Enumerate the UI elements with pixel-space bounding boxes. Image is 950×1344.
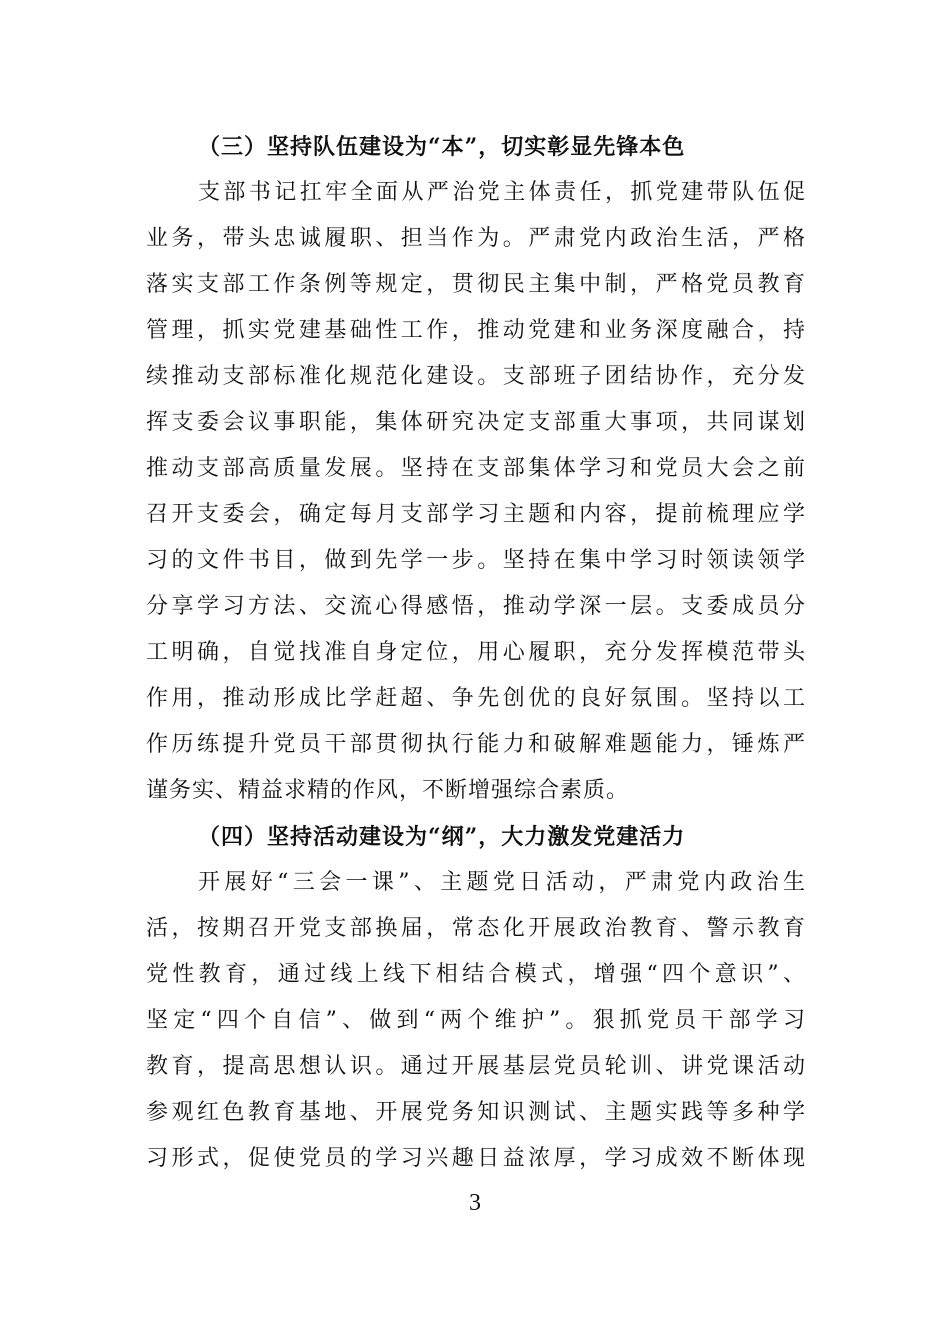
paragraph-line: 召开支委会，确定每月支部学习主题和内容，提前梳理应学	[146, 502, 806, 527]
paragraph-line: 谨务实、精益求精的作风，不断增强综合素质。	[146, 778, 630, 803]
paragraph-line: 业务，带头忠诚履职、担当作为。严肃党内政治生活，严格	[146, 226, 806, 251]
paragraph-line: 党性教育，通过线上线下相结合模式，增强“四个意识”、	[146, 962, 806, 987]
paragraph-line: 挥支委会议事职能，集体研究决定支部重大事项，共同谋划	[146, 410, 806, 435]
section-4-paragraph	[146, 860, 806, 1182]
paragraph-line: 教育，提高思想认识。通过开展基层党员轮训、讲党课活动	[146, 1054, 806, 1079]
paragraph-line: 活，按期召开党支部换届，常态化开展政治教育、警示教育	[146, 916, 806, 941]
paragraph-line: 落实支部工作条例等规定，贯彻民主集中制，严格党员教育	[146, 272, 806, 297]
paragraph-line: 习的文件书目，做到先学一步。坚持在集中学习时领读领学	[146, 548, 806, 573]
paragraph-line: 参观红色教育基地、开展党务知识测试、主题实践等多种学	[146, 1100, 806, 1125]
section-4-heading: （四）坚持活动建设为“纲”，大力激发党建活力	[198, 824, 686, 850]
paragraph-line: 坚定“四个自信”、做到“两个维护”。狠抓党员干部学习	[146, 1008, 806, 1033]
page-number: 3	[469, 1190, 481, 1216]
paragraph-line: 推动支部高质量发展。坚持在支部集体学习和党员大会之前	[146, 456, 806, 481]
paragraph-line: 作用，推动形成比学赶超、争先创优的良好氛围。坚持以工	[146, 686, 806, 711]
section-3-paragraph	[146, 170, 806, 814]
paragraph-line: 分享学习方法、交流心得感悟，推动学深一层。支委成员分	[146, 594, 806, 619]
paragraph-line: 管理，抓实党建基础性工作，推动党建和业务深度融合，持	[146, 318, 806, 343]
paragraph-line: 习形式，促使党员的学习兴趣日益浓厚，学习成效不断体现	[146, 1146, 806, 1171]
document-body	[146, 124, 806, 1182]
paragraph-line: 作历练提升党员干部贯彻执行能力和破解难题能力，锤炼严	[146, 732, 806, 757]
paragraph-line: 工明确，自觉找准自身定位，用心履职，充分发挥模范带头	[146, 640, 806, 665]
paragraph-line: 支部书记扛牢全面从严治党主体责任，抓党建带队伍促	[198, 180, 806, 205]
paragraph-line: 开展好“三会一课”、主题党日活动，严肃党内政治生	[198, 870, 806, 895]
section-3-heading: （三）坚持队伍建设为“本”，切实彰显先锋本色	[198, 134, 686, 160]
paragraph-line: 续推动支部标准化规范化建设。支部班子团结协作，充分发	[146, 364, 806, 389]
